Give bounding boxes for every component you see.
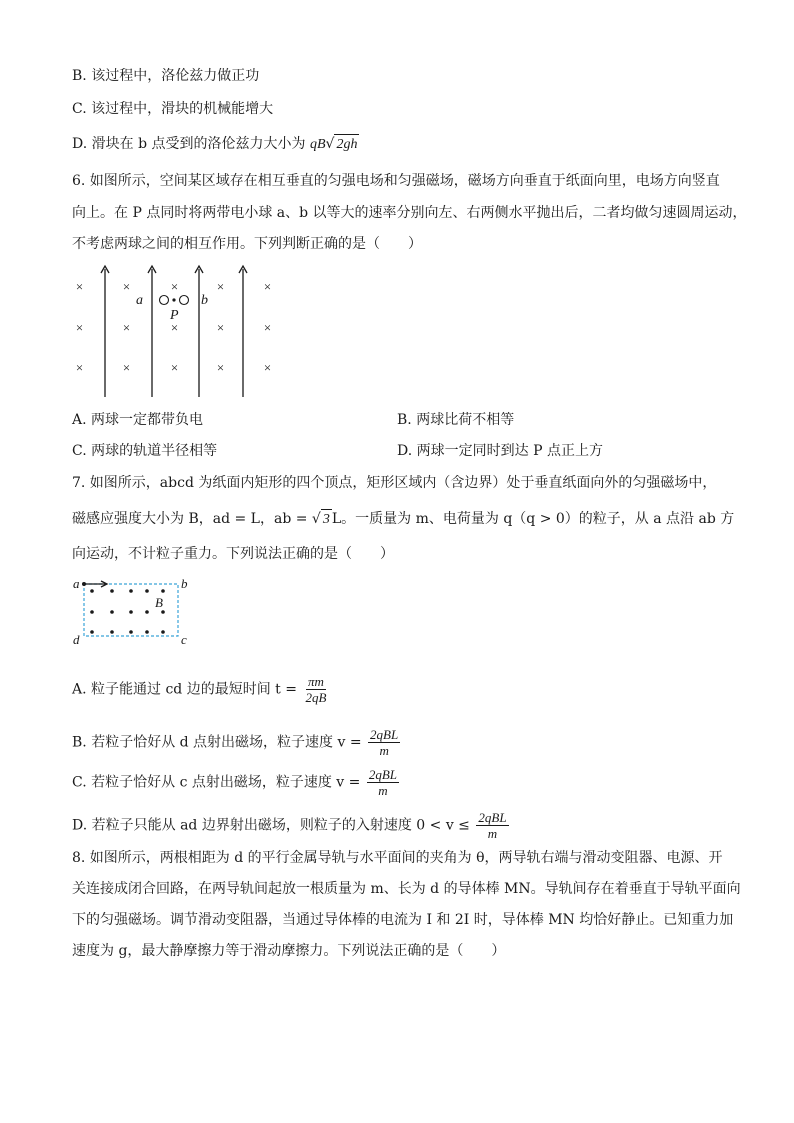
q7-rect-figure xyxy=(70,574,200,648)
q7-option-d-text: D. 若粒子只能从 ad 边界射出磁场，则粒子的入射速度 0 < v ≤ xyxy=(72,817,470,834)
q7-stem-line-3: 向运动，不计粒子重力。下列说法正确的是（ ） xyxy=(72,546,394,562)
q6-option-d: D. 两球一定同时到达 P 点正上方 xyxy=(397,443,603,459)
cross-mark: × xyxy=(75,360,84,375)
label-b: b xyxy=(201,293,208,308)
q7-option-c xyxy=(72,767,401,798)
ball-b xyxy=(180,296,189,305)
q6-option-c: C. 两球的轨道半径相等 xyxy=(72,443,218,459)
cross-mark: × xyxy=(263,279,272,294)
numerator: 2qBL xyxy=(478,810,507,825)
q7-stem-line-1: 7. 如图所示，abcd 为纸面内矩形的四个顶点，矩形区域内（含边界）处于垂直纸面向外的匀强磁场中， xyxy=(72,475,717,491)
denominator: 2qB xyxy=(305,690,327,705)
q7-option-a-fraction xyxy=(303,674,328,705)
q5-option-d-qb: qB xyxy=(309,137,326,152)
q6-field-figure xyxy=(70,262,290,402)
q6-stem-line-1: 6. 如图所示，空间某区域存在相互垂直的匀强电场和匀强磁场，磁场方向垂直于纸面向里，电场方向竖直 xyxy=(72,173,720,189)
sqrt-sign: √ xyxy=(325,136,335,152)
cross-mark: × xyxy=(216,279,225,294)
label-a: a xyxy=(136,293,143,308)
q5-option-d xyxy=(72,134,359,155)
cross-mark: × xyxy=(122,279,131,294)
point-p xyxy=(172,298,175,301)
q8-stem-line-2: 关连接成闭合回路，在两导轨间起放一根质量为 m、长为 d 的导体棒 MN。导轨间存在着垂直于导轨平面向 xyxy=(72,881,741,897)
q8-stem-line-4: 速度为 g，最大静摩擦力等于滑动摩擦力。下列说法正确的是（ ） xyxy=(72,943,506,959)
q6-option-a: A. 两球一定都带负电 xyxy=(72,412,204,428)
cross-mark: × xyxy=(75,279,84,294)
cross-mark: × xyxy=(170,279,179,294)
denominator: m xyxy=(379,743,389,758)
cross-mark: × xyxy=(263,320,272,335)
q7-option-c-fraction xyxy=(367,767,399,798)
q7-sqrt-value: 3 xyxy=(321,509,332,530)
numerator: 2qBL xyxy=(368,767,398,782)
label-c: c xyxy=(181,632,187,647)
cross-mark: × xyxy=(122,320,131,335)
label-field-b: B xyxy=(155,595,163,610)
q6-option-b: B. 两球比荷不相等 xyxy=(397,412,515,428)
q7-stem-line-2-pre: 磁感应强度大小为 B，ad = L，ab = xyxy=(72,511,308,527)
label-d: d xyxy=(73,632,80,647)
cross-mark: × xyxy=(216,320,225,335)
q7-option-b xyxy=(72,727,402,758)
particle xyxy=(82,582,86,586)
q7-option-b-fraction xyxy=(368,727,400,758)
q5-option-c: C. 该过程中，滑块的机械能增大 xyxy=(72,101,274,117)
cross-mark: × xyxy=(122,360,131,375)
q7-option-d xyxy=(72,810,511,841)
magnetic-field-dots xyxy=(90,589,165,634)
q6-stem-line-3: 不考虑两球之间的相互作用。下列判断正确的是（ ） xyxy=(72,236,422,252)
label-p: P xyxy=(170,308,179,323)
q7-option-d-fraction xyxy=(476,810,508,841)
q8-stem-line-1: 8. 如图所示，两根相距为 d 的平行金属导轨与水平面间的夹角为 θ，两导轨右端与滑动变阻器、电源、开 xyxy=(72,850,723,866)
cross-mark: × xyxy=(216,360,225,375)
q5-option-d-text: D. 滑块在 b 点受到的洛伦兹力大小为 xyxy=(72,136,306,152)
ball-a xyxy=(160,296,169,305)
label-a: a xyxy=(73,576,80,591)
sqrt-sign: √ xyxy=(311,511,321,527)
q7-option-b-text: B. 若粒子恰好从 d 点射出磁场，粒子速度 v = xyxy=(72,734,362,751)
cross-mark: × xyxy=(263,360,272,375)
q7-option-a-text: A. 粒子能通过 cd 边的最短时间 t = xyxy=(72,681,297,698)
q7-stem-line-2 xyxy=(72,509,734,530)
cross-mark: × xyxy=(170,360,179,375)
q7-option-a xyxy=(72,674,330,705)
q6-stem-line-2: 向上。在 P 点同时将两带电小球 a、b 以等大的速率分别向左、右两侧水平抛出后，二者均做匀速圆周运动， xyxy=(72,205,747,221)
q8-stem-line-3: 下的匀强磁场。调节滑动变阻器，当通过导体棒的电流为 I 和 2I 时，导体棒 MN 均恰好静止。已知重力加 xyxy=(72,912,734,928)
q5-option-b: B. 该过程中，洛伦兹力做正功 xyxy=(72,68,260,84)
label-b: b xyxy=(181,576,188,591)
numerator: πm xyxy=(307,674,324,689)
q7-stem-line-2-post: L。一质量为 m、电荷量为 q（q > 0）的粒子，从 a 点沿 ab 方 xyxy=(331,511,735,527)
denominator: m xyxy=(487,826,498,841)
q5-option-d-sqrt: 2gh xyxy=(334,134,359,155)
denominator: m xyxy=(378,783,388,798)
cross-mark: × xyxy=(170,320,179,335)
numerator: 2qBL xyxy=(370,727,399,742)
cross-mark: × xyxy=(75,320,84,335)
q7-option-c-text: C. 若粒子恰好从 c 点射出磁场，粒子速度 v = xyxy=(72,774,361,791)
